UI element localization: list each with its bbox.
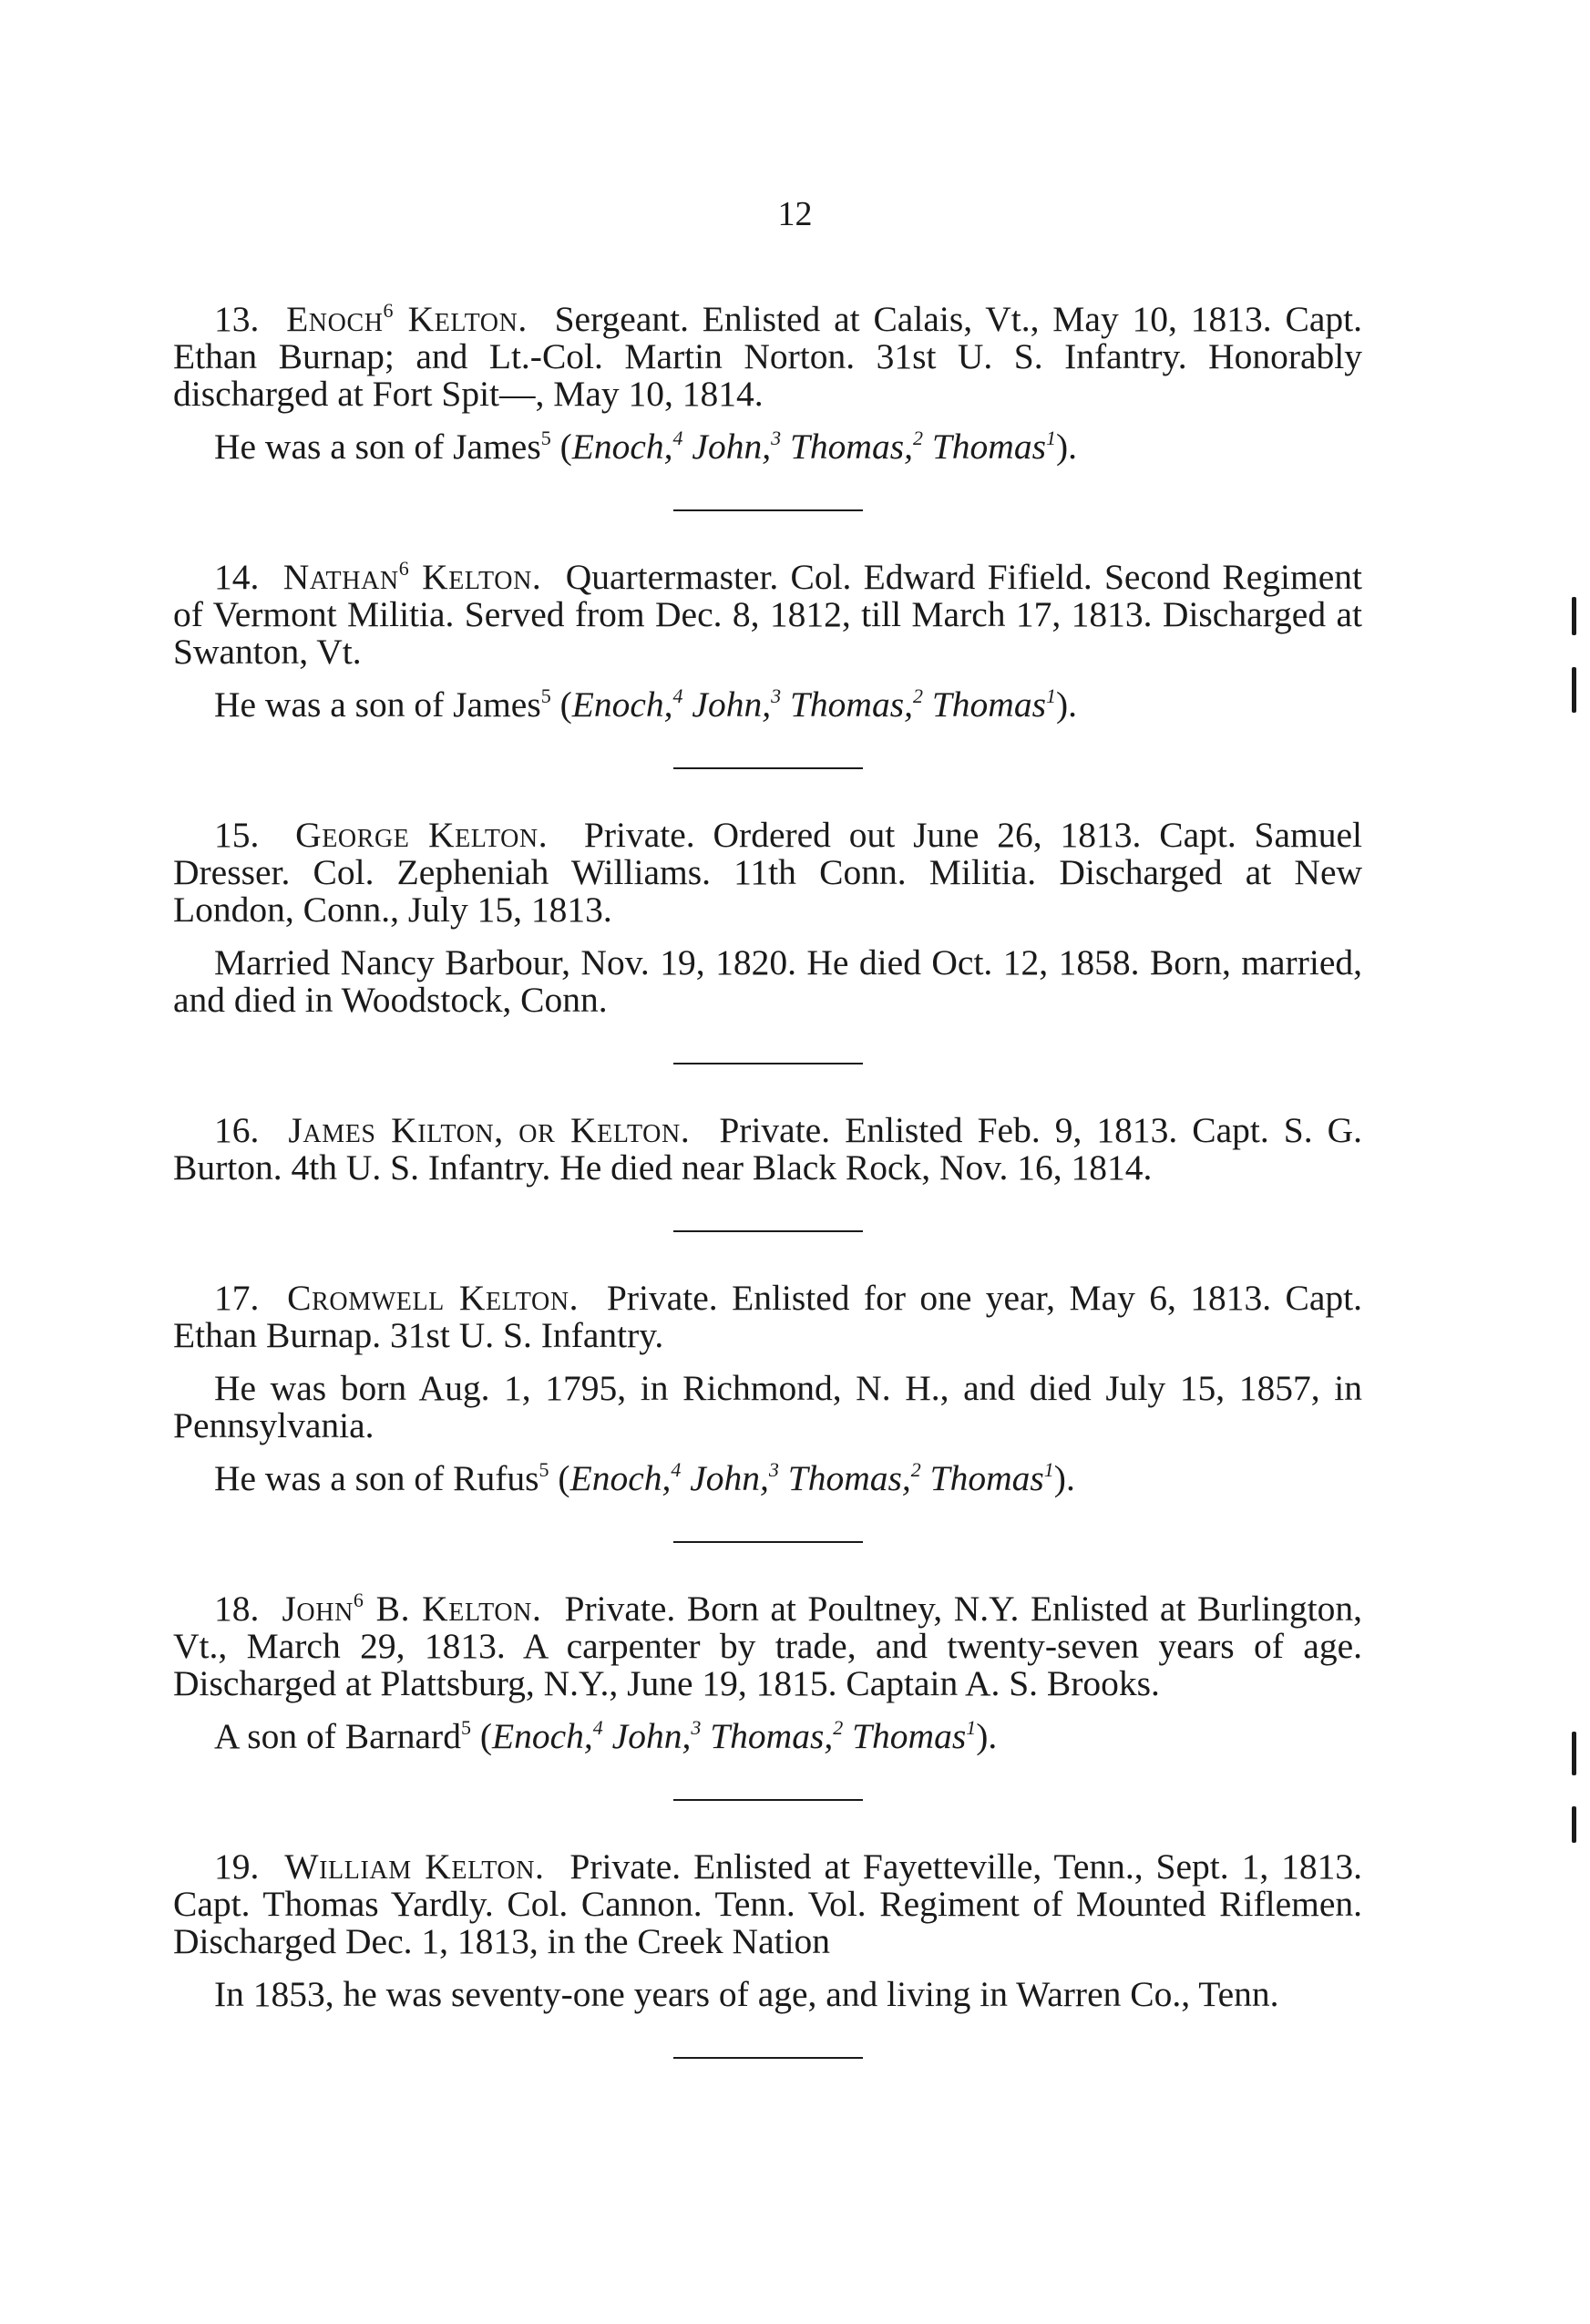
parent-superscript: 5 [539,1458,549,1481]
entry-15 [173,817,1362,1019]
ancestor-name: Enoch, [569,1458,672,1498]
scan-mark [1572,1806,1576,1843]
entry-lead [173,817,1362,929]
ancestry-chain [492,1716,976,1756]
ancestor-superscript: 3 [771,684,782,707]
entry-18 [173,1590,1362,1755]
biographical-note: Married Nancy Barbour, Nov. 19, 1820. He died Oct. 12, 1858. Born, married, and died in Woodstock, Conn. [173,942,1362,1020]
service-details: Private. Born at Poultney, N.Y. Enlisted at Burlington, Vt., March 29, 1813. A carpenter by trade, and twenty-seven years of age. Discharged at Plattsburg, N.Y., June 19, 1815. Captain A. S. Brooks. [173,1589,1363,1703]
service-details: Quartermaster. Col. Edward Fifield. Second Regiment of Vermont Militia. Served from Dec. 8, 1812, till March 17, 1813. Discharged at Swanton, Vt. [173,557,1362,672]
person-name: George Kelton. [295,815,549,855]
ancestor-superscript: 2 [912,427,923,449]
ancestor-superscript: 1 [1045,684,1056,707]
person-surname: Kelton. [409,557,542,597]
section-divider [673,2057,863,2059]
entry-number: 18. [214,1589,260,1629]
entry-number: 17. [214,1278,260,1318]
parent-superscript: 5 [540,684,551,707]
ancestor-name: John, [692,427,772,467]
ancestor-name: John, [611,1716,692,1756]
person-name: Cromwell Kelton. [287,1278,580,1318]
ancestor-name: John, [692,684,772,725]
ancestry-chain [572,427,1056,467]
entry-list [173,301,1362,2059]
person-surname: Kelton. [394,299,528,339]
entry-lead [173,1112,1362,1187]
parentage-lead: A son of Barnard [214,1716,461,1756]
entry-number: 15. [214,815,260,855]
ancestor-superscript: 3 [691,1716,702,1739]
entry-lead [173,301,1362,413]
ancestor-name: Thomas [852,1716,967,1756]
person-name [282,1589,541,1629]
ancestor-superscript: 1 [966,1716,977,1739]
entry-17 [173,1280,1362,1497]
ancestor-superscript: 4 [592,1716,603,1739]
generation-superscript: 6 [383,299,395,322]
ancestor-superscript: 4 [672,684,683,707]
biographical-note: In 1853, he was seventy-one years of age, and living in Warren Co., Tenn. [214,1974,1279,2014]
ancestor-name: Enoch, [571,427,673,467]
parentage-lead: He was a son of James [214,427,541,467]
section-divider [673,1063,863,1064]
entry-lead [173,559,1362,671]
parent-superscript: 5 [540,427,551,449]
parentage-lead: He was a son of Rufus [214,1458,539,1498]
entry-lead [173,1848,1362,1960]
ancestor-name: Thomas, [789,684,913,725]
ancestor-name: Thomas, [787,1458,911,1498]
scan-mark [1572,1732,1576,1775]
parentage-line: A son of Barnard$^5$ (Enoch,$^4$ John,$^3$ Thomas,$^2$ Thomas$^1$). [214,1716,998,1756]
person-given-name: John [282,1589,354,1629]
entry-16 [173,1112,1362,1187]
ancestor-name: Thomas, [710,1716,834,1756]
parent-superscript: 5 [460,1716,471,1739]
section-divider [673,767,863,769]
entry-lead [173,1280,1362,1354]
person-given-name: Nathan [282,557,399,597]
section-divider [673,1799,863,1801]
entry-number: 19. [214,1846,260,1887]
person-name: William Kelton. [284,1846,545,1887]
ancestor-name: Thomas, [789,427,913,467]
biographical-note: He was born Aug. 1, 1795, in Richmond, N. H., and died July 15, 1857, in Pennsylvania. [173,1368,1362,1445]
person-given-name: Enoch [286,299,384,339]
entry-number: 13. [214,299,260,339]
ancestor-name: Thomas [929,1458,1044,1498]
ancestor-superscript: 2 [912,684,923,707]
ancestor-name: John, [690,1458,769,1498]
ancestor-superscript: 3 [768,1458,779,1481]
scan-mark [1572,597,1576,635]
parentage-line: He was a son of James$^5$ (Enoch,$^4$ John,$^3$ Thomas,$^2$ Thomas$^1$). [214,427,1077,467]
section-divider [673,509,863,511]
section-divider [673,1230,863,1232]
person-name [286,299,528,339]
ancestry-chain [570,1458,1054,1498]
ancestor-superscript: 4 [671,1458,682,1481]
service-details: Private. Enlisted at Fayetteville, Tenn., Sept. 1, 1813. Capt. Thomas Yardly. Col. Cannon. Tenn. Vol. Regiment of Mounted Riflemen. Discharged Dec. 1, 1813, in the Creek Nation [173,1846,1363,1961]
parentage-line: He was a son of James$^5$ (Enoch,$^4$ John,$^3$ Thomas,$^2$ Thomas$^1$). [214,684,1077,725]
entry-number: 16. [214,1110,260,1150]
parentage-lead: He was a son of James [214,684,541,725]
ancestry-chain [572,684,1056,725]
entry-number: 14. [214,557,260,597]
person-name [283,557,542,597]
ancestor-name: Enoch, [571,684,673,725]
ancestor-superscript: 2 [833,1716,844,1739]
ancestor-name: Enoch, [492,1716,593,1756]
generation-superscript: 6 [353,1589,364,1611]
service-details: Private. Enlisted for one year, May 6, 1813. Capt. Ethan Burnap. 31st U. S. Infantry. [173,1278,1363,1355]
entry-19 [173,1848,1362,2013]
person-surname: B. Kelton. [364,1589,542,1629]
ancestor-superscript: 1 [1045,427,1056,449]
ancestor-superscript: 4 [672,427,683,449]
service-details: Sergeant. Enlisted at Calais, Vt., May 10, 1813. Capt. Ethan Burnap; and Lt.-Col. Martin Norton. 31st U. S. Infantry. Honorably discharged at Fort Spit—, May 10, 1814. [173,299,1362,414]
page-number: 12 [777,195,813,233]
service-details: Private. Ordered out June 26, 1813. Capt. Samuel Dresser. Col. Zepheniah Williams. 11th Conn. Militia. Discharged at New London, Conn., July 15, 1813. [173,815,1363,930]
entry-13 [173,301,1362,466]
generation-superscript: 6 [398,557,410,580]
ancestor-superscript: 2 [910,1458,921,1481]
scan-mark [1572,667,1576,713]
entry-14 [173,559,1362,724]
service-details: Private. Enlisted Feb. 9, 1813. Capt. S. G. Burton. 4th U. S. Infantry. He died near Black Rock, Nov. 16, 1814. [173,1110,1362,1188]
person-name: James Kilton, or Kelton. [288,1110,691,1150]
ancestor-name: Thomas [931,684,1046,725]
entry-lead [173,1590,1362,1702]
ancestor-name: Thomas [931,427,1046,467]
parentage-line: He was a son of Rufus$^5$ (Enoch,$^4$ John,$^3$ Thomas,$^2$ Thomas$^1$). [214,1458,1075,1498]
ancestor-superscript: 3 [771,427,782,449]
section-divider [673,1541,863,1543]
ancestor-superscript: 1 [1043,1458,1054,1481]
